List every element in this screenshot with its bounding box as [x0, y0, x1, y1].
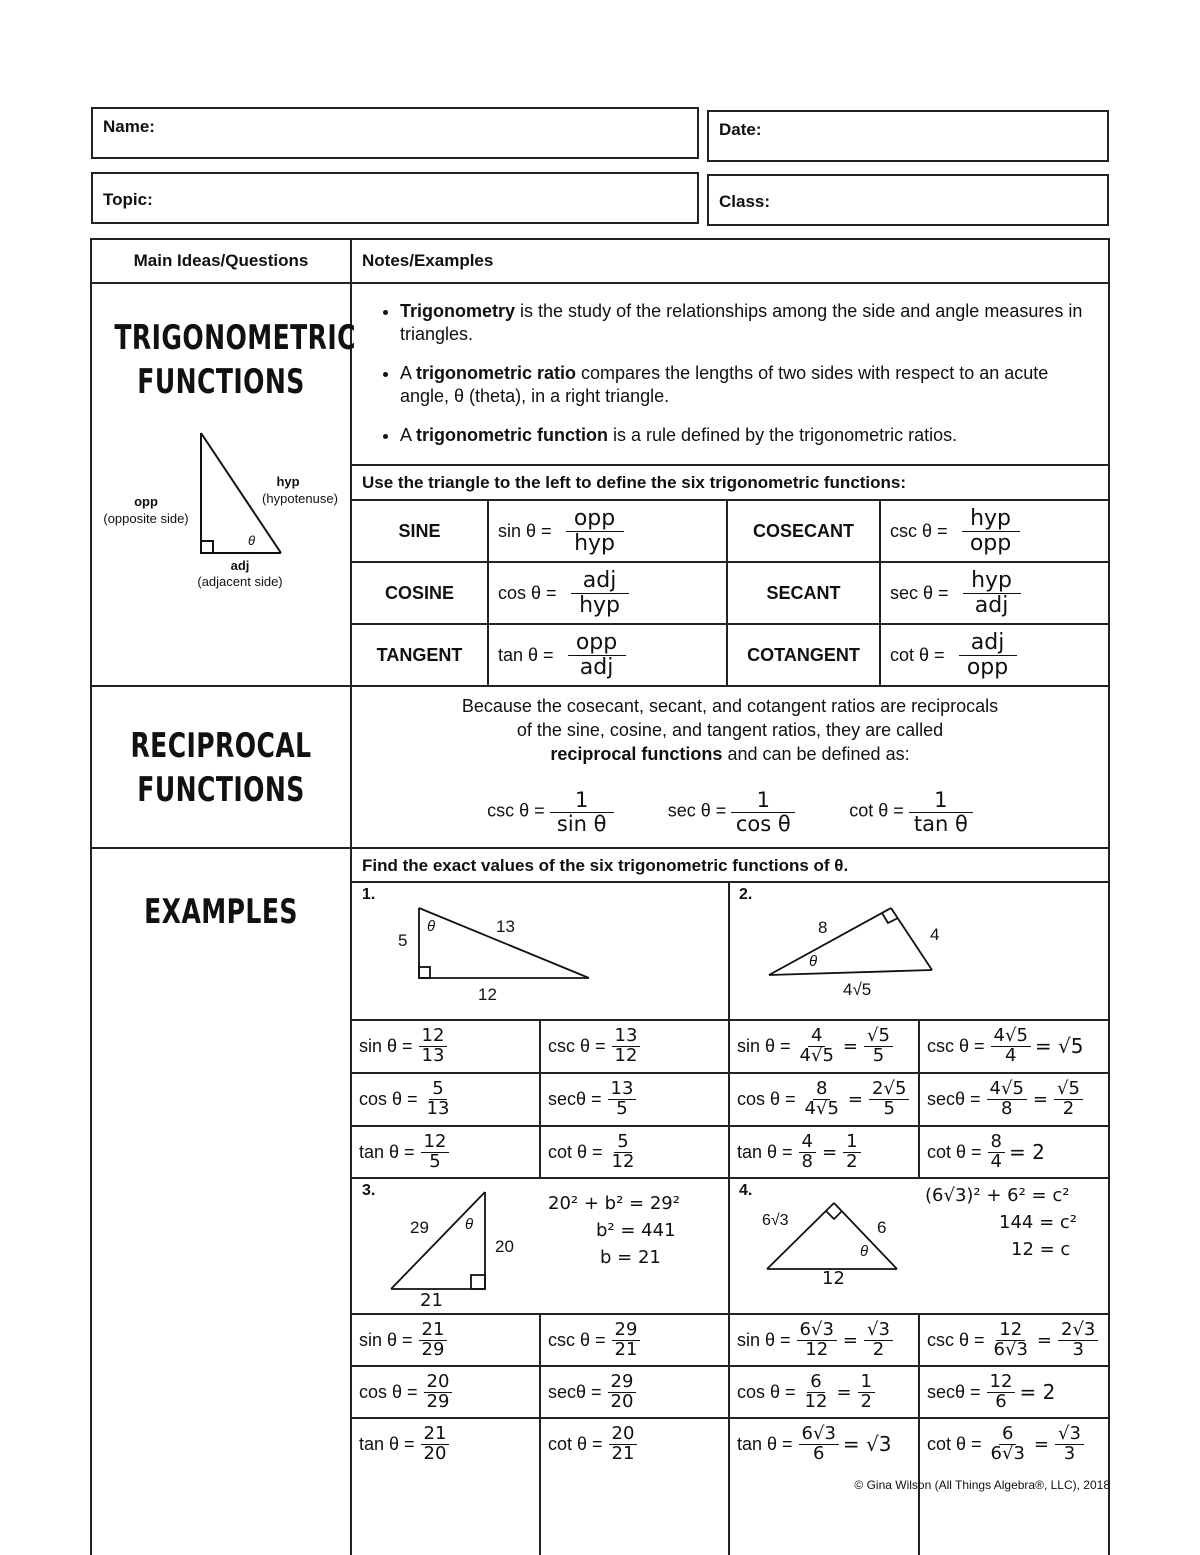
ex3-leg: 20 [495, 1237, 514, 1256]
answer-expr: cos θ = [359, 1088, 418, 1109]
work-line: 20² + b² = 29² [548, 1193, 680, 1214]
title-line: FUNCTIONS [137, 770, 305, 810]
function-name: TANGENT [376, 644, 463, 665]
date-label: Date: [719, 120, 762, 139]
section-title-examples: EXAMPLES [144, 892, 298, 932]
work-line: (6√3)² + 6² = c² [925, 1185, 1070, 1206]
answer-fraction [424, 1077, 453, 1119]
copyright-footer: © Gina Wilson (All Things Algebra®, LLC), 2018 [854, 1478, 1110, 1492]
ratio-numerator: hyp [962, 507, 1020, 531]
answer-equals: = [1032, 1088, 1049, 1110]
recip-def-cot: cot θ = $\frac{1}{\text{tan θ}}$ [849, 789, 973, 834]
ex4-base: 12 [822, 1268, 845, 1289]
answer-numerator: 12 [419, 1027, 448, 1047]
answer-expr: cot θ = [927, 1433, 982, 1454]
answer-simplified-value: = √5 [1034, 1034, 1084, 1058]
example-answer-cell [351, 1418, 540, 1470]
work-line: b = 21 [600, 1247, 661, 1268]
example-answer-cell [351, 1366, 540, 1418]
answer-denominator: 2 [872, 1338, 885, 1360]
answer-fraction [609, 1130, 638, 1172]
function-ratio [566, 507, 624, 554]
ratio-denominator: hyp [579, 592, 621, 618]
answer-expr: secθ = [927, 1381, 981, 1402]
answer-denominator: 2 [860, 1390, 872, 1412]
example-1-triangle [351, 882, 729, 1020]
answer-numerator: 6√3 [799, 1425, 839, 1445]
example-answer-cell [540, 1126, 729, 1178]
example-answer-cell [919, 1366, 1109, 1418]
answer-denominator: 4√5 [804, 1097, 839, 1119]
answer-simplified [864, 1318, 893, 1360]
ex2-side-a: 8 [818, 918, 828, 937]
answer-numerator: 6 [807, 1373, 824, 1393]
answer-numerator: 20 [609, 1425, 638, 1445]
example-answer-cell [351, 1314, 540, 1366]
title-line: TRIGONOMETRIC [114, 318, 356, 358]
example-answer-cell [351, 1020, 540, 1072]
answer-numerator: 20 [424, 1373, 453, 1393]
answer-expr: tan θ = [359, 1433, 415, 1454]
answer-expr: csc θ = [548, 1329, 606, 1350]
ex2-hyp: 4√5 [843, 980, 872, 999]
answer-numerator: 4 [808, 1027, 825, 1047]
recip-def-sec: sec θ = $\frac{1}{\text{cos θ}}$ [668, 789, 796, 834]
answer-expr: sin θ = [737, 1035, 791, 1056]
answer-denominator: 8 [801, 1150, 813, 1172]
answer-fraction [421, 1422, 450, 1464]
answer-fraction [608, 1077, 637, 1119]
answer-numerator: √5 [864, 1027, 893, 1047]
answer-numerator: 4√5 [991, 1027, 1031, 1047]
answer-equals: = [836, 1381, 852, 1403]
example-answer-cell [540, 1020, 729, 1072]
answer-fraction [608, 1370, 637, 1412]
answer-denominator: 4√5 [799, 1044, 834, 1066]
example-answer-cell [729, 1073, 919, 1125]
answer-equals: = [1036, 1329, 1052, 1351]
answer-expr: secθ = [548, 1088, 602, 1109]
answer-fraction [419, 1024, 448, 1066]
answer-fraction [991, 1318, 1031, 1360]
example-answer-cell [729, 1314, 919, 1366]
answer-numerator: √5 [1054, 1080, 1083, 1100]
function-name: COTANGENT [747, 644, 860, 665]
answer-expr: cot θ = [548, 1433, 603, 1454]
answer-fraction [797, 1318, 837, 1360]
function-name: COSECANT [752, 520, 854, 541]
answer-numerator: 1 [843, 1133, 860, 1153]
column-header-notes: Notes/Examples [362, 251, 494, 270]
answer-numerator: 2√3 [1058, 1321, 1098, 1341]
answer-fraction [802, 1370, 831, 1412]
answer-numerator: √3 [1055, 1425, 1084, 1445]
answer-denominator: 5 [616, 1097, 628, 1119]
answer-equals: = [822, 1141, 838, 1163]
answer-expr: tan θ = [359, 1141, 415, 1162]
answer-numerator: 4√5 [987, 1080, 1027, 1100]
section-title-trig-functions [114, 316, 356, 404]
answer-denominator: 4 [990, 1150, 1002, 1172]
title-line: FUNCTIONS [137, 362, 305, 402]
answer-fraction [988, 1422, 1028, 1464]
answer-expr: sin θ = [737, 1329, 791, 1350]
ex3-theta: θ [465, 1216, 474, 1233]
ratio-denominator: adj [579, 654, 614, 680]
answer-fraction [799, 1130, 816, 1172]
answer-numerator: 21 [419, 1321, 448, 1341]
adj-label: adj [230, 558, 250, 573]
answer-denominator: 21 [611, 1442, 635, 1464]
example-answer-cell [919, 1314, 1109, 1366]
answer-fraction [987, 1370, 1016, 1412]
function-ratio [568, 631, 626, 678]
answer-denominator: 29 [426, 1390, 450, 1412]
function-name: SINE [398, 520, 441, 541]
answer-numerator: 2√5 [869, 1080, 909, 1100]
answer-denominator: 8 [1001, 1097, 1013, 1119]
answer-denominator: 20 [610, 1390, 634, 1412]
ratio-denominator: adj [974, 592, 1009, 618]
text-line: Because the cosecant, secant, and cotangent ratios are reciprocals [461, 696, 999, 716]
answer-expr: csc θ = [927, 1035, 985, 1056]
answer-denominator: 5 [883, 1097, 895, 1119]
answer-simplified-value: = 2 [1019, 1380, 1056, 1404]
function-expr: tan θ = [498, 644, 554, 665]
answer-denominator: 12 [804, 1390, 828, 1412]
ex4-side-a: 6√3 [762, 1212, 789, 1229]
ex3-work [548, 1190, 728, 1271]
answer-denominator: 6 [995, 1390, 1007, 1412]
answer-fraction [987, 1077, 1027, 1119]
answer-simplified [858, 1370, 875, 1412]
answer-expr: csc θ = [927, 1329, 985, 1350]
answer-fraction [424, 1370, 453, 1412]
answer-numerator: 6 [999, 1425, 1016, 1445]
answer-expr: secθ = [927, 1088, 981, 1109]
example-answer-cell [919, 1126, 1109, 1178]
answer-numerator: 5 [614, 1133, 631, 1153]
ex2-side-b: 4 [930, 925, 940, 944]
answer-numerator: 1 [858, 1373, 875, 1393]
examples-instruction: Find the exact values of the six trigonometric functions of θ. [362, 856, 849, 875]
answer-simplified [1058, 1318, 1098, 1360]
answer-expr: csc θ = [548, 1035, 606, 1056]
function-definition [488, 624, 727, 686]
adj-sub-label: (adjacent side) [197, 574, 283, 589]
definition-list [370, 300, 1100, 463]
ex1-theta: θ [427, 918, 436, 935]
bullet-trig-function: • A trigonometric function is a rule defined by the trigonometric ratios. [400, 424, 1100, 447]
answer-denominator: 12 [614, 1044, 638, 1066]
answer-simplified-value: = 2 [1009, 1140, 1045, 1164]
answer-fraction [991, 1024, 1031, 1066]
answer-denominator: 13 [426, 1097, 450, 1119]
answer-numerator: 6√3 [797, 1321, 837, 1341]
answer-simplified-value: = √3 [842, 1432, 892, 1456]
opp-label: opp [134, 494, 158, 509]
ratio-numerator: opp [568, 631, 626, 655]
answer-numerator: 8 [813, 1080, 830, 1100]
class-label: Class: [719, 192, 771, 211]
example-answer-cell [919, 1073, 1109, 1125]
answer-equals: = [847, 1088, 864, 1110]
answer-numerator: 12 [996, 1321, 1025, 1341]
example-answer-cell [919, 1020, 1109, 1072]
text-line: of the sine, cosine, and tangent ratios, they are called [516, 720, 944, 740]
example-2-number: 2. [739, 886, 753, 903]
answer-denominator: 3 [1063, 1442, 1076, 1464]
answer-expr: cos θ = [359, 1381, 418, 1402]
answer-denominator: 4 [1004, 1044, 1017, 1066]
answer-expr: cot θ = [548, 1141, 603, 1162]
function-ratio [959, 631, 1017, 678]
answer-numerator: 5 [429, 1080, 446, 1100]
hyp-label: hyp [276, 474, 300, 489]
answer-expr: cos θ = [737, 1381, 796, 1402]
example-4-number: 4. [739, 1182, 753, 1199]
function-definition [880, 562, 1109, 624]
ex3-base: 21 [420, 1290, 443, 1311]
recip-def-csc: csc θ = $\frac{1}{\text{sin θ}}$ [487, 789, 614, 834]
answer-simplified [843, 1130, 860, 1172]
example-answer-cell [351, 1073, 540, 1125]
answer-expr: cos θ = [737, 1088, 796, 1109]
answer-numerator: √3 [864, 1321, 893, 1341]
example-4-triangle [729, 1178, 919, 1314]
answer-equals: = [1033, 1433, 1050, 1455]
theta-label: θ [248, 533, 256, 548]
answer-fraction [799, 1422, 839, 1464]
work-line: 12 = c [1011, 1239, 1071, 1260]
reciprocal-definitions [351, 782, 1109, 842]
example-3-number: 3. [362, 1182, 376, 1199]
answer-denominator: 20 [423, 1442, 447, 1464]
function-expr: sec θ = [890, 582, 949, 603]
ratio-numerator: hyp [963, 569, 1021, 593]
answer-expr: cot θ = [927, 1141, 982, 1162]
ratio-denominator: opp [969, 530, 1012, 556]
example-answer-cell [729, 1366, 919, 1418]
answer-denominator: 21 [614, 1338, 638, 1360]
answer-denominator: 5 [429, 1150, 441, 1172]
ratio-numerator: opp [566, 507, 624, 531]
ex1-hyp: 13 [496, 917, 515, 936]
function-ratio [962, 507, 1020, 554]
answer-fraction [612, 1024, 641, 1066]
example-answer-cell [729, 1418, 919, 1470]
example-2-triangle [729, 882, 1109, 1020]
ex4-work [925, 1182, 1105, 1263]
answer-numerator: 8 [988, 1133, 1005, 1153]
function-definition [488, 500, 727, 562]
answer-denominator: 13 [421, 1044, 445, 1066]
function-expr: sin θ = [498, 520, 552, 541]
example-answer-cell [351, 1126, 540, 1178]
answer-denominator: 2 [846, 1150, 858, 1172]
answer-simplified [864, 1024, 893, 1066]
work-line: 144 = c² [999, 1212, 1077, 1233]
function-definition [880, 624, 1109, 686]
answer-fraction [612, 1318, 641, 1360]
title-line: RECIPROCAL [130, 726, 312, 766]
bullet-trigonometry: • Trigonometry is the study of the relationships among the side and angle measures in triangles. [400, 300, 1100, 346]
example-answer-cell [540, 1073, 729, 1125]
example-1-number: 1. [362, 886, 376, 903]
answer-fraction [421, 1130, 450, 1172]
answer-expr: tan θ = [737, 1141, 793, 1162]
ex1-side-a: 5 [398, 931, 408, 950]
answer-denominator: 12 [611, 1150, 635, 1172]
answer-numerator: 12 [421, 1133, 450, 1153]
function-name: SECANT [766, 582, 841, 603]
answer-denominator: 5 [872, 1044, 885, 1066]
example-answer-cell [729, 1020, 919, 1072]
function-definition [488, 562, 727, 624]
answer-simplified [1055, 1422, 1084, 1464]
ratio-denominator: opp [966, 654, 1009, 680]
bullet-trig-ratio: • A trigonometric ratio compares the lengths of two sides with respect to an acute angle, θ (theta), in a right triangle. [400, 362, 1100, 408]
example-answer-cell [540, 1418, 729, 1470]
function-ratio [571, 569, 629, 616]
reciprocal-explanation [351, 694, 1109, 766]
function-expr: cos θ = [498, 582, 557, 603]
answer-numerator: 29 [608, 1373, 637, 1393]
name-label: Name: [103, 117, 155, 136]
answer-fraction [797, 1024, 837, 1066]
answer-equals: = [842, 1329, 859, 1351]
answer-expr: secθ = [548, 1381, 602, 1402]
answer-denominator: 2 [1062, 1097, 1075, 1119]
example-answer-cell [540, 1314, 729, 1366]
topic-label: Topic: [103, 190, 153, 209]
answer-fraction [419, 1318, 448, 1360]
answer-denominator: 29 [421, 1338, 445, 1360]
hyp-sub-label: (hypotenuse) [262, 491, 338, 506]
function-definition [880, 500, 1109, 562]
section-title-reciprocal [114, 724, 327, 812]
function-expr: csc θ = [890, 520, 948, 541]
example-answer-cell [919, 1418, 1109, 1470]
answer-simplified [1054, 1077, 1083, 1119]
ratio-denominator: hyp [574, 530, 616, 556]
answer-numerator: 13 [612, 1027, 641, 1047]
ex1-side-b: 12 [478, 985, 497, 1004]
text-line: reciprocal functions and can be defined as: [550, 744, 910, 764]
answer-numerator: 13 [608, 1080, 637, 1100]
six-functions-instruction: Use the triangle to the left to define the six trigonometric functions: [362, 472, 907, 492]
ratio-numerator: adj [571, 569, 629, 593]
answer-fraction [988, 1130, 1005, 1172]
ex3-hyp: 29 [410, 1218, 429, 1237]
ex4-side-b: 6 [877, 1218, 887, 1237]
answer-numerator: 29 [612, 1321, 641, 1341]
ex2-theta: θ [809, 953, 818, 970]
function-ratio [963, 569, 1021, 616]
ratio-numerator: adj [959, 631, 1017, 655]
column-header-main-ideas: Main Ideas/Questions [133, 251, 309, 270]
function-expr: cot θ = [890, 644, 945, 665]
example-answer-cell [540, 1366, 729, 1418]
ex4-theta: θ [860, 1243, 869, 1260]
answer-denominator: 6√3 [993, 1338, 1028, 1360]
answer-denominator: 6 [813, 1442, 825, 1464]
answer-expr: tan θ = [737, 1433, 793, 1454]
answer-fraction [609, 1422, 638, 1464]
answer-denominator: 12 [805, 1338, 829, 1360]
answer-numerator: 4 [799, 1133, 816, 1153]
function-name: COSINE [384, 582, 454, 603]
example-answer-cell [729, 1126, 919, 1178]
opp-sub-label: (opposite side) [103, 511, 189, 526]
answer-simplified [869, 1077, 909, 1119]
answer-expr: sin θ = [359, 1035, 413, 1056]
answer-fraction [802, 1077, 842, 1119]
answer-denominator: 6√3 [990, 1442, 1025, 1464]
answer-equals: = [842, 1035, 859, 1057]
work-line: b² = 441 [596, 1220, 676, 1241]
answer-denominator: 3 [1072, 1338, 1084, 1360]
answer-numerator: 12 [987, 1373, 1016, 1393]
answer-numerator: 21 [421, 1425, 450, 1445]
answer-expr: sin θ = [359, 1329, 413, 1350]
